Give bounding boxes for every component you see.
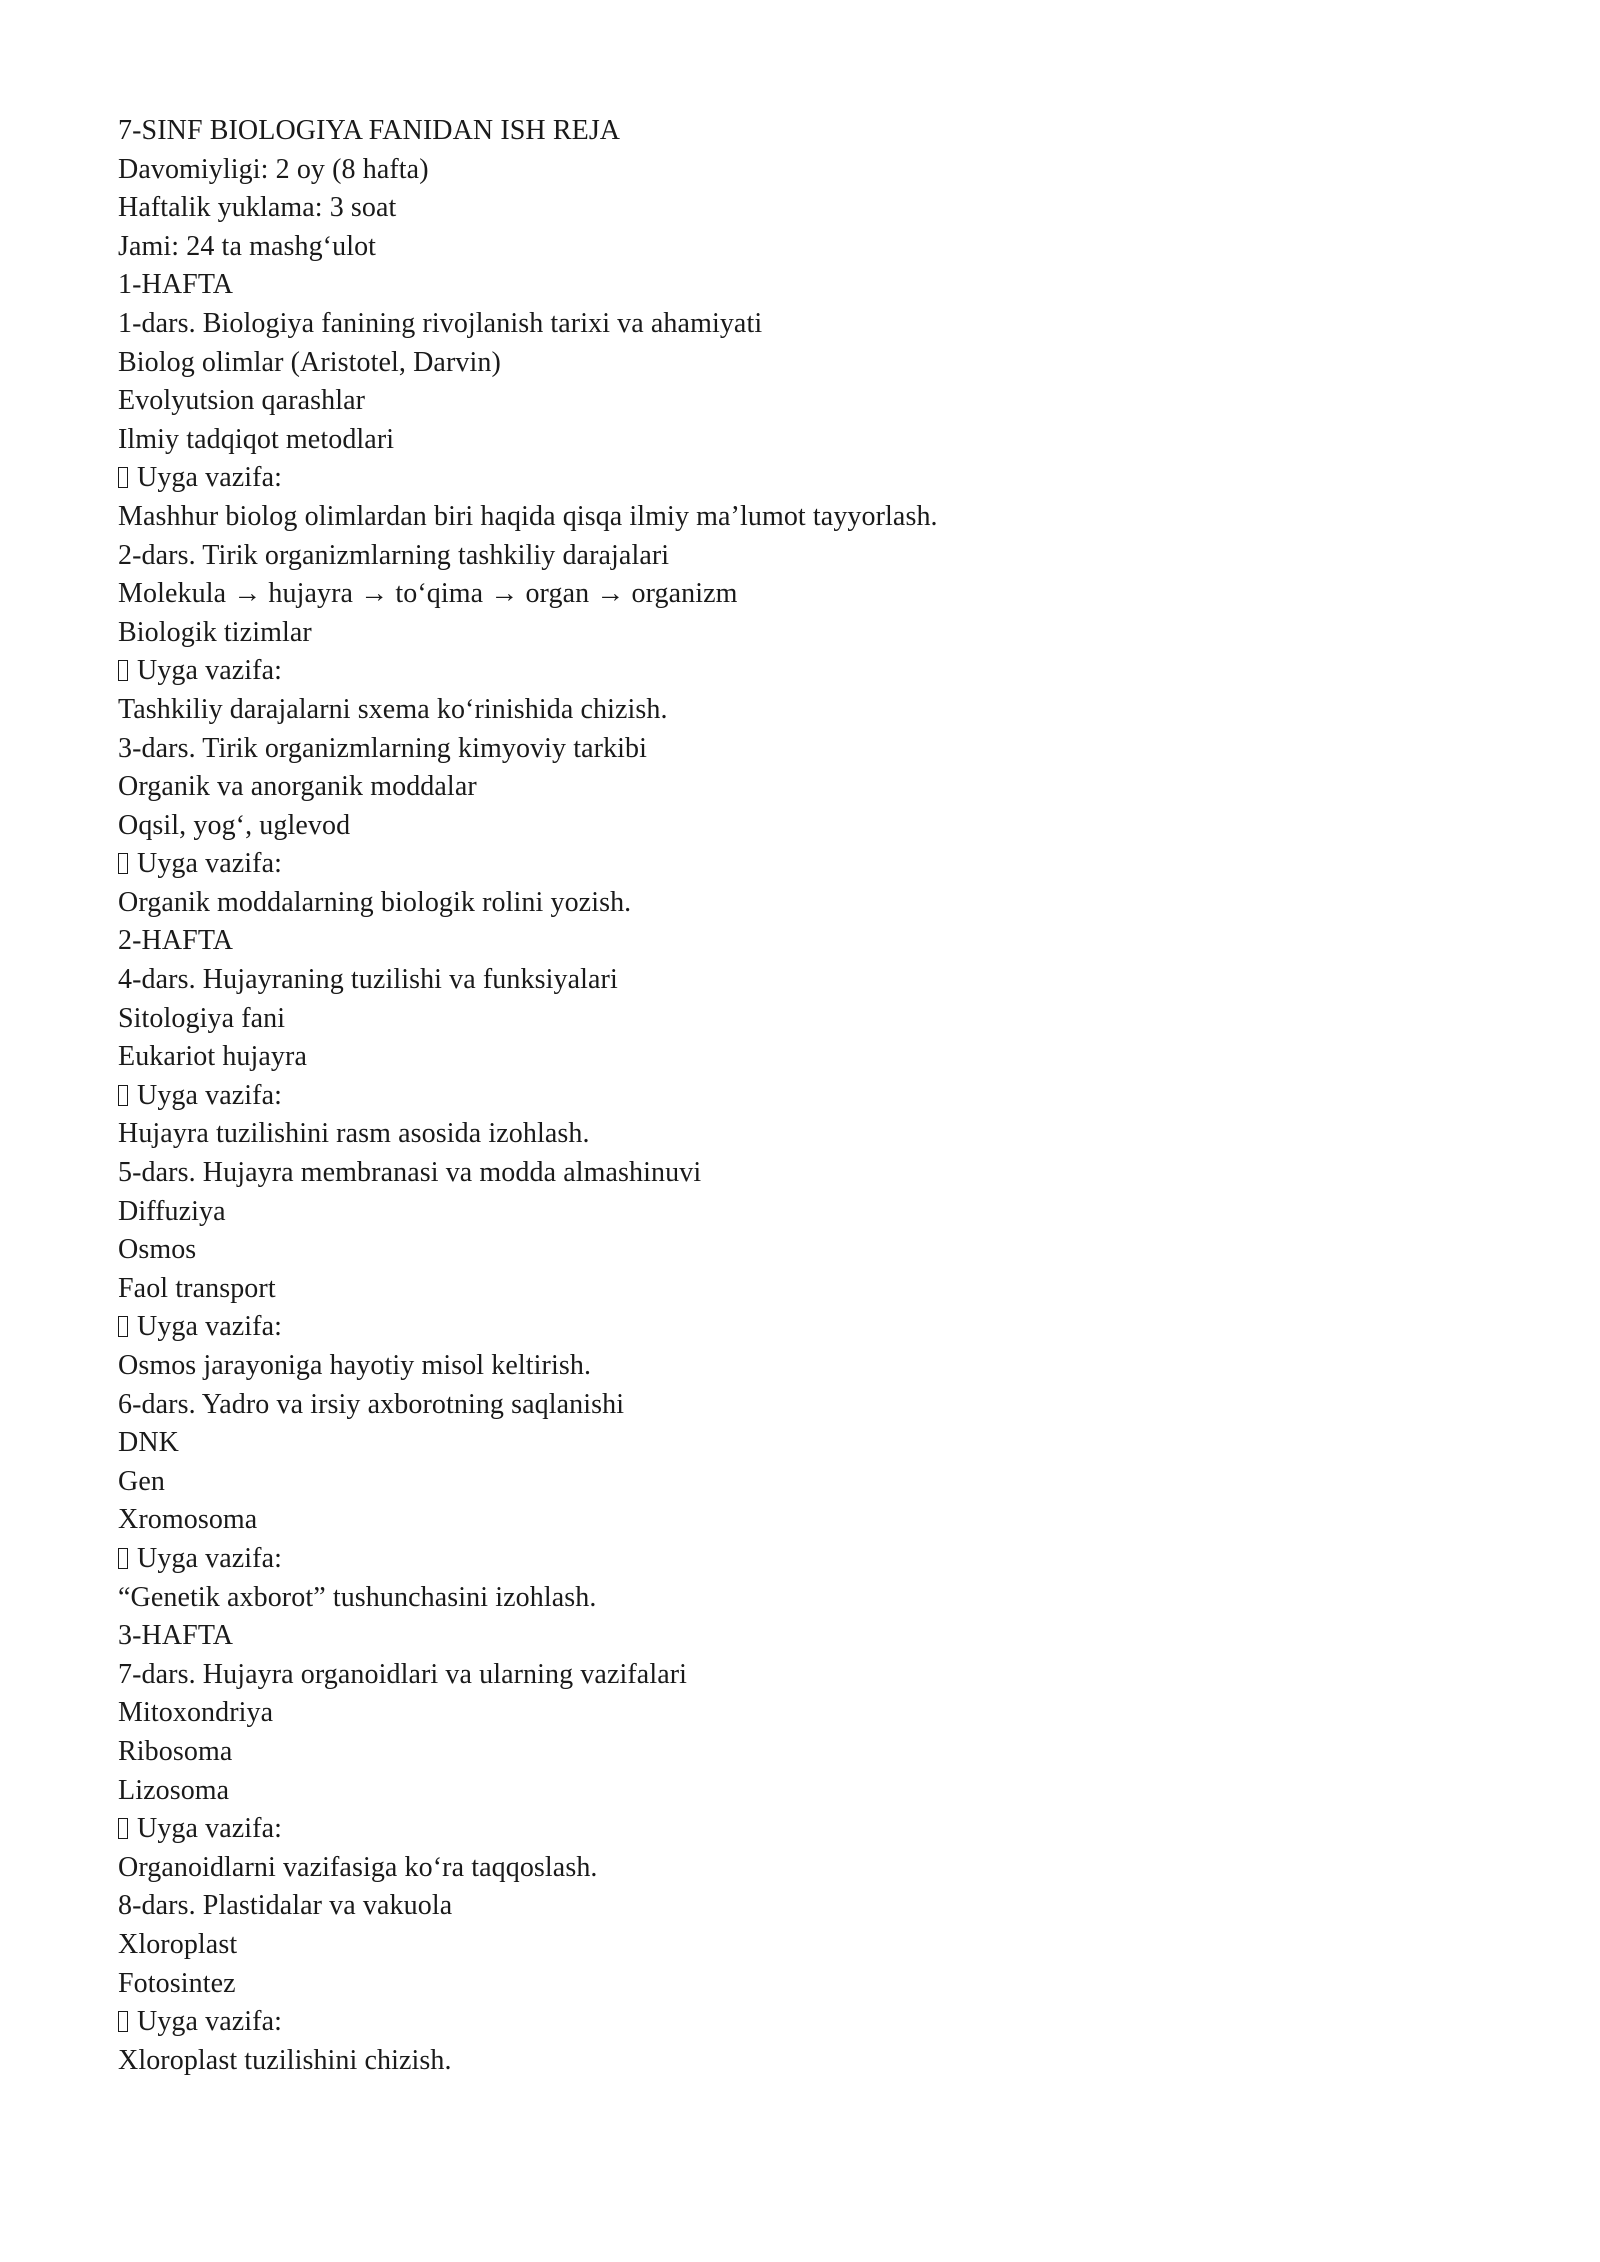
topic-line: Diffuziya bbox=[118, 1195, 226, 1227]
topic-line: Eukariot hujayra bbox=[118, 1041, 307, 1073]
missing-glyph-box-icon bbox=[118, 1085, 128, 1106]
document-text-body bbox=[118, 112, 1498, 2080]
homework-label-text: Uyga vazifa: bbox=[137, 848, 283, 880]
homework-label-text: Uyga vazifa: bbox=[137, 2006, 283, 2038]
topic-line: Lizosoma bbox=[118, 1774, 230, 1806]
homework-text: Xloroplast tuzilishini chizish. bbox=[118, 2044, 452, 2076]
homework-label-text: Uyga vazifa: bbox=[137, 1813, 283, 1845]
document-title: 7-SINF BIOLOGIYA FANIDAN ISH REJA bbox=[118, 115, 621, 146]
homework-label bbox=[118, 652, 1498, 691]
missing-glyph-box-icon bbox=[118, 467, 128, 488]
missing-glyph-box-icon bbox=[118, 1548, 128, 1569]
topic-line: Fotosintez bbox=[118, 1967, 236, 1999]
missing-glyph-box-icon bbox=[118, 853, 128, 874]
topic-line: Gen bbox=[118, 1465, 165, 1497]
topic-line: Biolog olimlar (Aristotel, Darvin) bbox=[118, 346, 501, 378]
homework-label bbox=[118, 1077, 1498, 1116]
topic-line: Mitoxondriya bbox=[118, 1697, 274, 1729]
topic-line: Organik va anorganik moddalar bbox=[118, 771, 477, 803]
homework-label-text: Uyga vazifa: bbox=[137, 1079, 283, 1111]
homework-text: Organik moddalarning biologik rolini yozish. bbox=[118, 886, 632, 918]
homework-text: Tashkiliy darajalarni sxema ko‘rinishida chizish. bbox=[118, 693, 668, 725]
missing-glyph-box-icon bbox=[118, 660, 128, 681]
homework-text: Hujayra tuzilishini rasm asosida izohlash. bbox=[118, 1118, 590, 1150]
lesson-heading: 4-dars. Hujayraning tuzilishi va funksiyalari bbox=[118, 964, 618, 996]
topic-line: Biologik tizimlar bbox=[118, 616, 312, 648]
lesson-heading: 1-dars. Biologiya fanining rivojlanish tarixi va ahamiyati bbox=[118, 307, 763, 339]
topic-line: Evolyutsion qarashlar bbox=[118, 385, 366, 417]
homework-label bbox=[118, 459, 1498, 498]
topic-line: Xloroplast bbox=[118, 1928, 238, 1960]
homework-label-text: Uyga vazifa: bbox=[137, 1311, 283, 1343]
missing-glyph-box-icon bbox=[118, 1818, 128, 1839]
homework-label bbox=[118, 1810, 1498, 1849]
lesson-heading: 8-dars. Plastidalar va vakuola bbox=[118, 1890, 453, 1922]
homework-label-text: Uyga vazifa: bbox=[137, 1542, 283, 1574]
topic-line: Osmos bbox=[118, 1234, 197, 1266]
homework-text: Organoidlarni vazifasiga ko‘ra taqqoslash. bbox=[118, 1851, 598, 1883]
topic-line: Molekula → hujayra → to‘qima → organ → organizm bbox=[118, 578, 738, 610]
topic-line: Xromosoma bbox=[118, 1504, 258, 1536]
lesson-heading: 6-dars. Yadro va irsiy axborotning saqlanishi bbox=[118, 1388, 625, 1420]
plan-meta-line: Haftalik yuklama: 3 soat bbox=[118, 192, 397, 224]
topic-line: Faol transport bbox=[118, 1272, 276, 1304]
homework-label-text: Uyga vazifa: bbox=[137, 462, 283, 494]
lesson-heading: 2-dars. Tirik organizmlarning tashkiliy darajalari bbox=[118, 539, 670, 571]
homework-label bbox=[118, 1540, 1498, 1579]
homework-text: Mashhur biolog olimlardan biri haqida qisqa ilmiy ma’lumot tayyorlash. bbox=[118, 500, 938, 532]
week-heading: 3-HAFTA bbox=[118, 1620, 234, 1652]
week-heading: 2-HAFTA bbox=[118, 925, 234, 957]
topic-line: Sitologiya fani bbox=[118, 1002, 286, 1034]
homework-label bbox=[118, 1308, 1498, 1347]
homework-text: Osmos jarayoniga hayotiy misol keltirish. bbox=[118, 1350, 592, 1381]
homework-text: “Genetik axborot” tushunchasini izohlash. bbox=[118, 1581, 597, 1613]
homework-label-text: Uyga vazifa: bbox=[137, 655, 283, 687]
topic-line: Ribosoma bbox=[118, 1735, 233, 1767]
homework-label bbox=[118, 845, 1498, 884]
week-heading: 1-HAFTA bbox=[118, 269, 234, 301]
topic-line: Ilmiy tadqiqot metodlari bbox=[118, 423, 395, 455]
topic-line: Oqsil, yog‘, uglevod bbox=[118, 809, 351, 841]
lesson-heading: 5-dars. Hujayra membranasi va modda almashinuvi bbox=[118, 1157, 702, 1189]
topic-line: DNK bbox=[118, 1427, 179, 1459]
plan-meta-line: Jami: 24 ta mashg‘ulot bbox=[118, 230, 377, 262]
homework-label bbox=[118, 2003, 1498, 2042]
lesson-heading: 7-dars. Hujayra organoidlari va ularning vazifalari bbox=[118, 1658, 688, 1690]
missing-glyph-box-icon bbox=[118, 1316, 128, 1337]
missing-glyph-box-icon bbox=[118, 2011, 128, 2032]
plan-meta-line: Davomiyligi: 2 oy (8 hafta) bbox=[118, 153, 429, 185]
lesson-heading: 3-dars. Tirik organizmlarning kimyoviy tarkibi bbox=[118, 732, 648, 764]
